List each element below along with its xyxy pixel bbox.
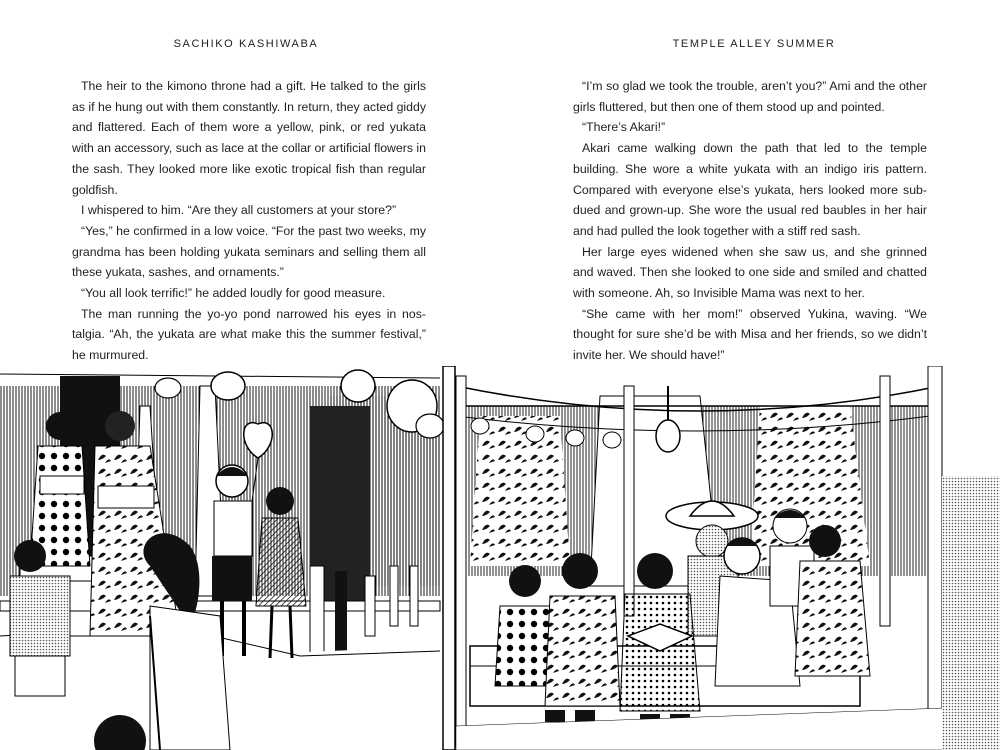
festival-illustration-svg: [0, 366, 1000, 750]
left-text-block: [72, 76, 426, 366]
paragraph: I whispered to him. “Are they all customers at your store?”: [81, 203, 397, 218]
paragraph: “You all look terrific!” he added loudly for good measure.: [81, 286, 386, 301]
left-running-head: SACHIKO KASHIWABA: [173, 38, 319, 50]
paragraph: “She came with her mom!” observed Yukina, waving. “We thought for sure she’d be with Misa and her friends, so we didn’t invite her. We should have!”: [573, 306, 927, 363]
left-panel: [0, 370, 444, 750]
right-panel: [456, 366, 1000, 750]
paragraph: Her large eyes widened when she saw us, and she grinned and waved. Then she looked to one side and smiled and chatted with someone. Ah, so Invisible Mama was next to her.: [573, 244, 927, 301]
paragraph: “I’m so glad we took the trouble, aren’t you?” Ami and the other girls fluttered, but then one of them stood up and pointed.: [573, 79, 927, 114]
paragraph: “Yes,” he confirmed in a low voice. “For the past two weeks, my grandma has been holding yukata seminars and selling them all these yukata, sashes, and ornaments.”: [72, 223, 426, 280]
center-post: [443, 366, 455, 750]
right-running-head: TEMPLE ALLEY SUMMER: [672, 38, 836, 50]
right-text-block: [573, 76, 927, 366]
paragraph: Akari came walking down the path that led to the temple building. She wore a white yukata with an indigo iris pattern. Compared with everyone else’s yukata, hers looked more subdued and grown-up. She wore the usual red baubles in her hair and had pulled the look together with a stiff red sash.: [573, 141, 927, 238]
paragraph: “There’s Akari!”: [582, 120, 666, 135]
festival-illustration: [0, 366, 1000, 750]
paragraph: The heir to the kimono throne had a gift. He talked to the girls as if he hung out with them constantly. In return, they acted giddy and flattered. Each of them wore a yellow, pink, or red yukata with an accessory, such as lace at the collar or artificial flowers in the sash. They looked more like exotic tropical fish than regular goldfish.: [72, 79, 426, 197]
paragraph: The man running the yo-yo pond narrowed his eyes in nostalgia. “Ah, the yukata are what make this the summer festival,” he murmured.: [72, 306, 426, 363]
